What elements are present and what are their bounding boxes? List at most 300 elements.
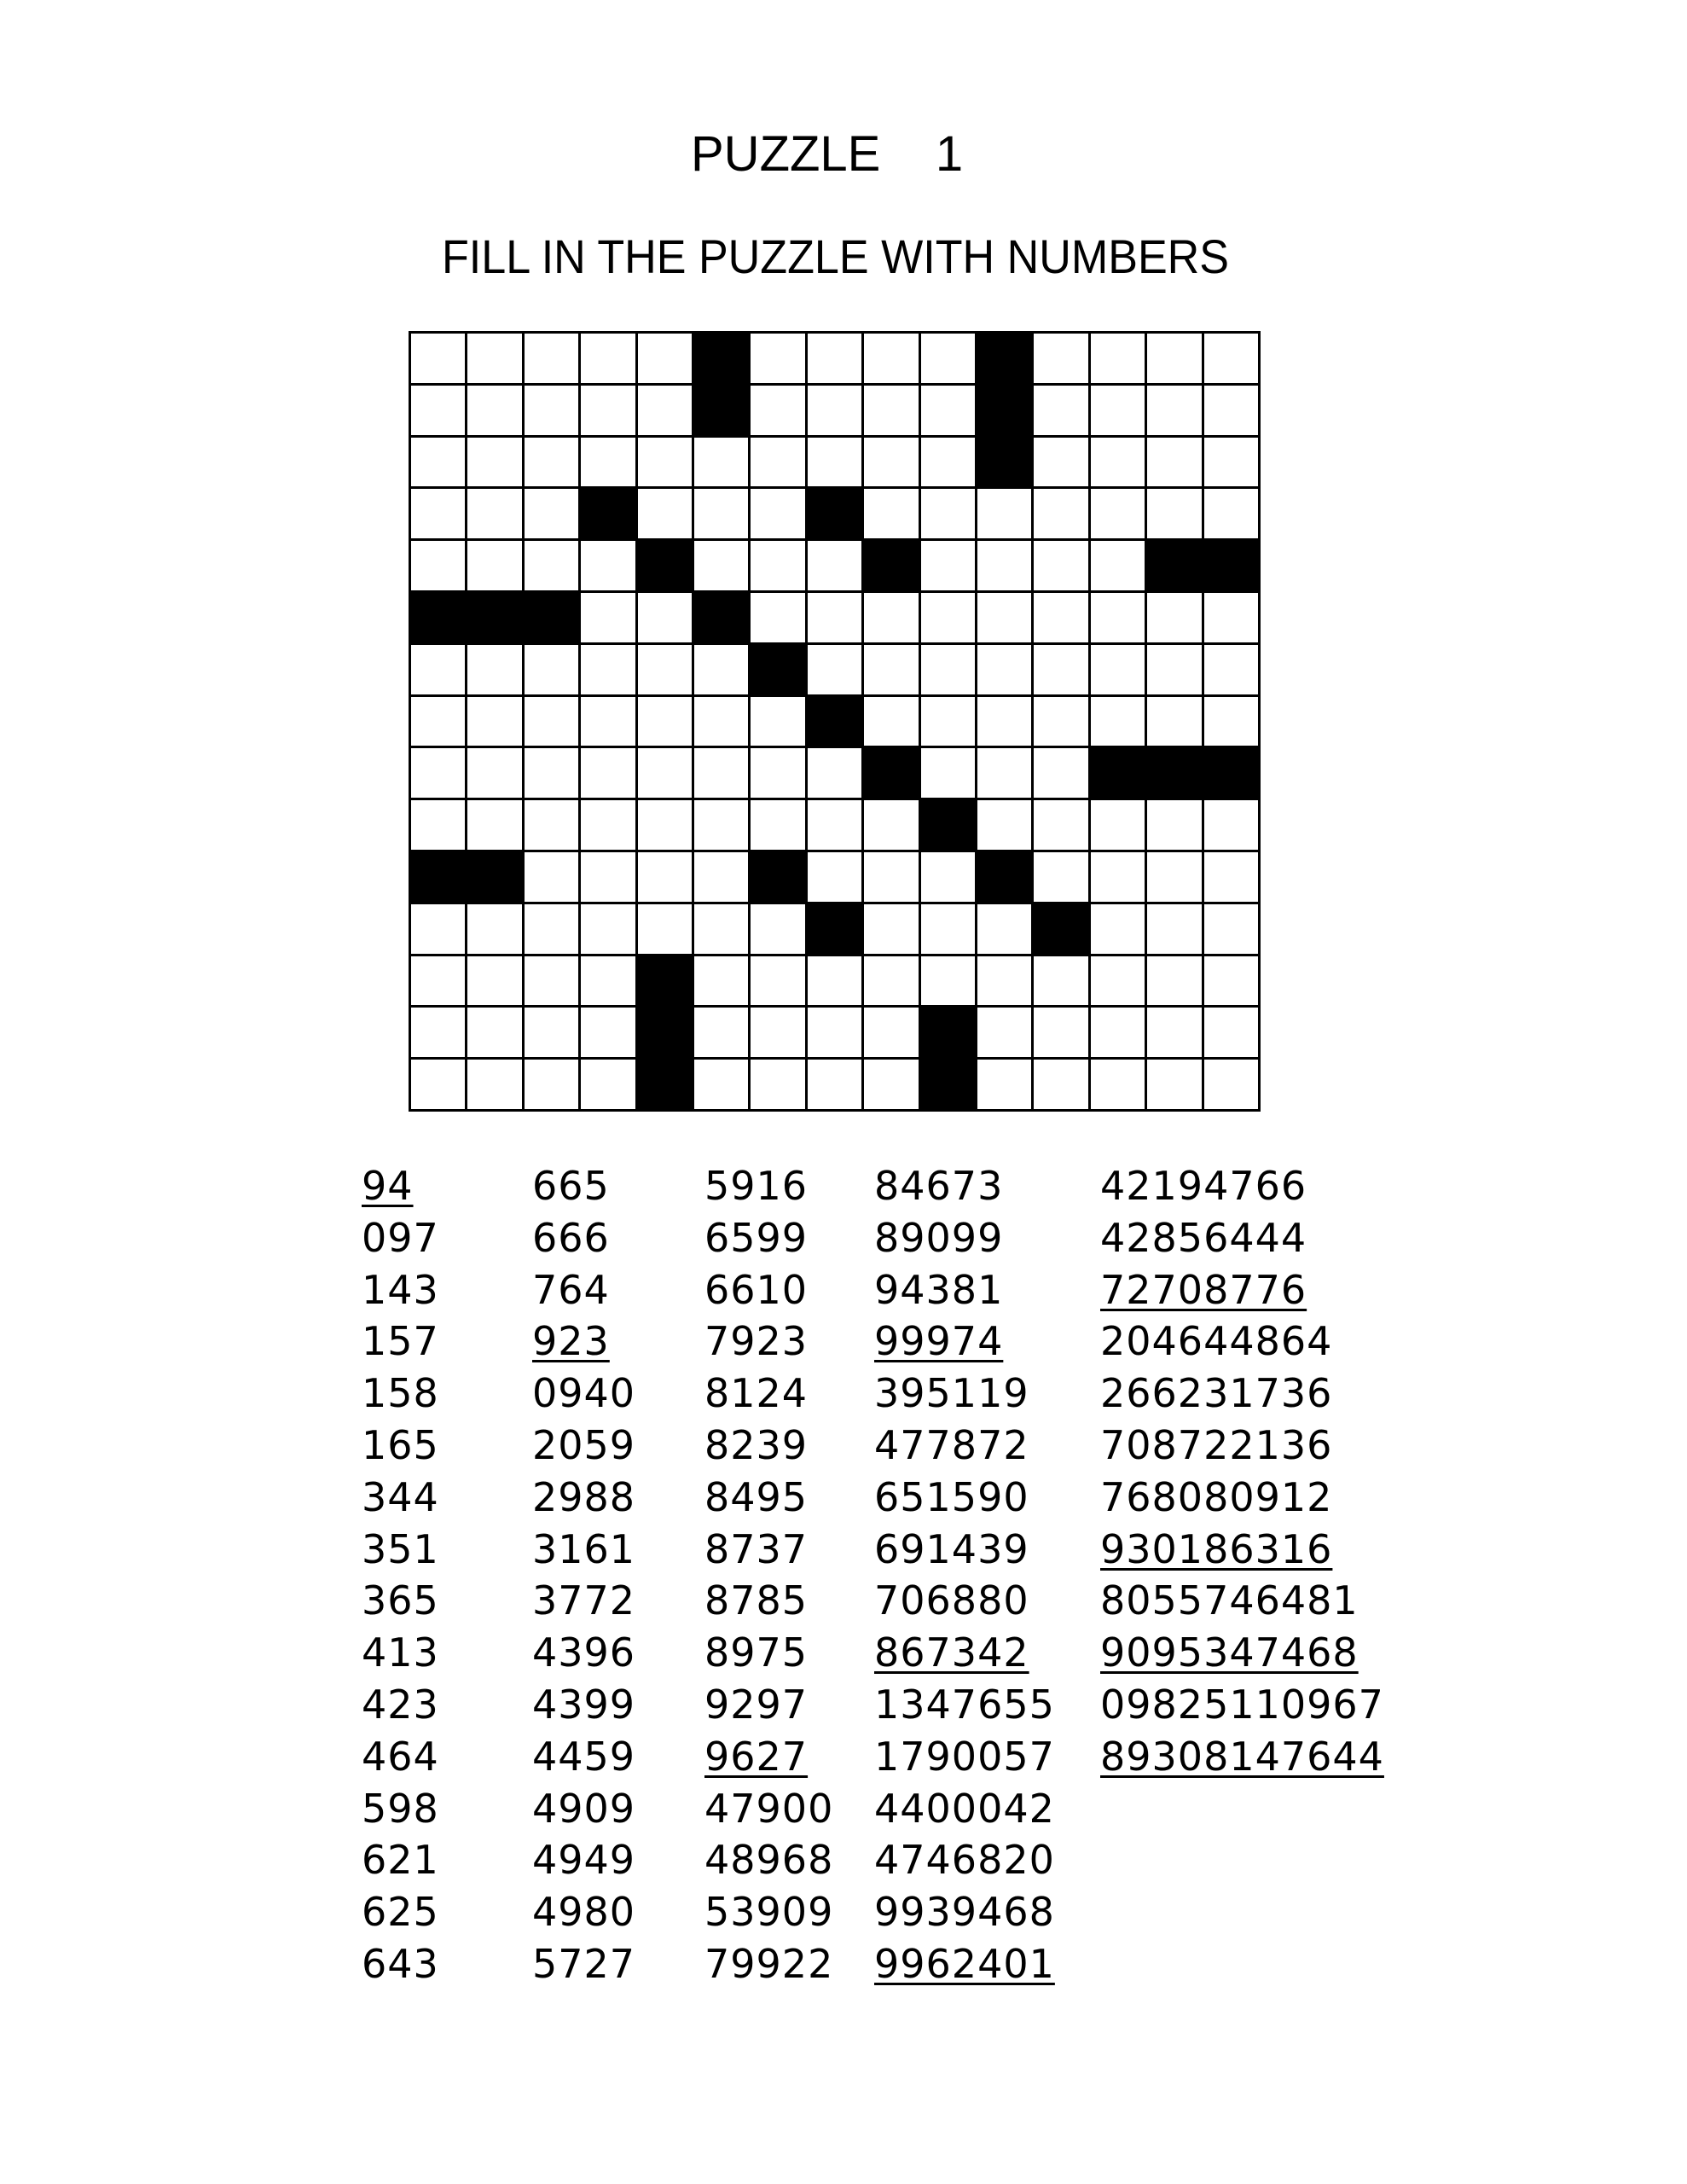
- black-cell: [751, 852, 804, 902]
- number-value: 8737: [704, 1525, 809, 1572]
- number-value: 625: [362, 1889, 439, 1936]
- grid-cell[interactable]: [411, 334, 465, 383]
- grid-cell[interactable]: [1034, 697, 1087, 746]
- grid-cell[interactable]: [1147, 1008, 1201, 1057]
- number-entry: [704, 1316, 833, 1368]
- grid-cell[interactable]: [751, 697, 804, 746]
- number-value: 706880: [874, 1577, 1029, 1624]
- grid-cell[interactable]: [411, 438, 465, 487]
- grid-cell[interactable]: [467, 645, 521, 694]
- grid-cell[interactable]: [1034, 541, 1087, 590]
- grid-cell[interactable]: [1091, 541, 1145, 590]
- number-value: 3161: [532, 1525, 636, 1572]
- black-cell: [977, 386, 1031, 435]
- grid-cell[interactable]: [1034, 800, 1087, 850]
- grid-cell[interactable]: [977, 541, 1031, 590]
- number-entry: [532, 1679, 635, 1731]
- number-value: 4909: [532, 1785, 636, 1832]
- number-value: 4949: [532, 1837, 636, 1884]
- grid-cell[interactable]: [638, 904, 692, 954]
- grid-cell[interactable]: [467, 386, 521, 435]
- number-value: 691439: [874, 1525, 1029, 1572]
- black-cell: [525, 593, 578, 642]
- grid-cell[interactable]: [638, 697, 692, 746]
- grid-cell[interactable]: [581, 1060, 635, 1109]
- grid-cell[interactable]: [977, 489, 1031, 538]
- grid-cell[interactable]: [921, 904, 975, 954]
- grid-cell[interactable]: [1204, 1008, 1258, 1057]
- grid-cell[interactable]: [751, 748, 804, 798]
- grid-cell[interactable]: [411, 697, 465, 746]
- grid-cell[interactable]: [581, 748, 635, 798]
- number-entry: [362, 1264, 439, 1316]
- grid-cell[interactable]: [808, 1008, 861, 1057]
- grid-cell[interactable]: [864, 334, 918, 383]
- grid-cell[interactable]: [1034, 956, 1087, 1006]
- grid-cell[interactable]: [467, 956, 521, 1006]
- number-value: 94: [362, 1163, 414, 1209]
- number-entry: [532, 1783, 635, 1835]
- grid-cell[interactable]: [864, 956, 918, 1006]
- grid-cell[interactable]: [525, 645, 578, 694]
- black-cell: [411, 593, 465, 642]
- grid-cell[interactable]: [1147, 489, 1201, 538]
- grid-cell[interactable]: [808, 800, 861, 850]
- number-entry: [532, 1212, 635, 1264]
- grid-cell[interactable]: [525, 800, 578, 850]
- number-entry: [704, 1420, 833, 1472]
- grid-cell[interactable]: [1091, 697, 1145, 746]
- grid-cell[interactable]: [921, 593, 975, 642]
- number-entry: [874, 1160, 1055, 1212]
- grid-cell[interactable]: [1091, 489, 1145, 538]
- grid-cell[interactable]: [864, 438, 918, 487]
- black-cell: [467, 593, 521, 642]
- grid-cell[interactable]: [525, 541, 578, 590]
- grid-cell[interactable]: [467, 489, 521, 538]
- grid-cell[interactable]: [411, 489, 465, 538]
- grid-cell[interactable]: [921, 748, 975, 798]
- grid-cell[interactable]: [638, 489, 692, 538]
- grid-cell[interactable]: [638, 852, 692, 902]
- grid-cell[interactable]: [1091, 904, 1145, 954]
- number-entry: [874, 1212, 1055, 1264]
- number-entry: [874, 1264, 1055, 1316]
- number-entry: [874, 1368, 1055, 1420]
- number-entry: [704, 1212, 833, 1264]
- grid-cell[interactable]: [694, 697, 748, 746]
- black-cell: [638, 1008, 692, 1057]
- grid-cell[interactable]: [1034, 489, 1087, 538]
- grid-cell[interactable]: [977, 748, 1031, 798]
- number-value: 0940: [532, 1370, 636, 1417]
- grid-cell[interactable]: [411, 1008, 465, 1057]
- number-value: 8055746481: [1100, 1577, 1359, 1624]
- grid-cell[interactable]: [581, 438, 635, 487]
- black-cell: [808, 697, 861, 746]
- grid-cell[interactable]: [1147, 386, 1201, 435]
- number-entry-given: [362, 1160, 439, 1212]
- grid-cell[interactable]: [525, 956, 578, 1006]
- grid-cell[interactable]: [1034, 1060, 1087, 1109]
- grid-cell[interactable]: [1204, 386, 1258, 435]
- number-entry: [362, 1524, 439, 1576]
- grid-cell[interactable]: [694, 1060, 748, 1109]
- grid-cell[interactable]: [1091, 1060, 1145, 1109]
- grid-cell[interactable]: [751, 904, 804, 954]
- number-value: 9297: [704, 1681, 809, 1728]
- black-cell: [694, 593, 748, 642]
- number-entry: [704, 1783, 833, 1835]
- grid-cell[interactable]: [525, 852, 578, 902]
- black-cell: [751, 645, 804, 694]
- grid-cell[interactable]: [1091, 593, 1145, 642]
- number-value: 72708776: [1100, 1266, 1307, 1313]
- grid-cell[interactable]: [864, 852, 918, 902]
- number-entry: [1100, 1212, 1384, 1264]
- grid-cell[interactable]: [751, 1060, 804, 1109]
- number-value: 6599: [704, 1214, 809, 1261]
- grid-cell[interactable]: [808, 334, 861, 383]
- grid-cell[interactable]: [1204, 852, 1258, 902]
- number-value: 158: [362, 1370, 439, 1417]
- number-entry: [704, 1264, 833, 1316]
- grid-cell[interactable]: [1204, 956, 1258, 1006]
- grid-cell[interactable]: [467, 541, 521, 590]
- grid-cell[interactable]: [525, 1060, 578, 1109]
- grid-cell[interactable]: [1091, 956, 1145, 1006]
- grid-cell[interactable]: [808, 593, 861, 642]
- black-cell: [1091, 748, 1145, 798]
- number-entry: [362, 1316, 439, 1368]
- grid-cell[interactable]: [467, 438, 521, 487]
- grid-cell[interactable]: [411, 541, 465, 590]
- number-entry: [704, 1160, 833, 1212]
- grid-cell[interactable]: [751, 800, 804, 850]
- number-entry: [1100, 1368, 1384, 1420]
- grid-cell[interactable]: [1034, 334, 1087, 383]
- number-value: 9095347468: [1100, 1629, 1359, 1676]
- grid-cell[interactable]: [1034, 645, 1087, 694]
- grid-cell[interactable]: [1147, 852, 1201, 902]
- grid-cell[interactable]: [1034, 748, 1087, 798]
- grid-cell[interactable]: [1147, 334, 1201, 383]
- number-value: 344: [362, 1473, 439, 1520]
- grid-cell[interactable]: [1034, 386, 1087, 435]
- grid-cell[interactable]: [977, 645, 1031, 694]
- grid-cell[interactable]: [525, 438, 578, 487]
- grid-cell[interactable]: [411, 956, 465, 1006]
- grid-cell[interactable]: [808, 748, 861, 798]
- grid-cell[interactable]: [977, 1060, 1031, 1109]
- grid-cell[interactable]: [921, 852, 975, 902]
- grid-cell[interactable]: [808, 852, 861, 902]
- black-cell: [694, 386, 748, 435]
- number-entry-given: [704, 1731, 833, 1783]
- number-value: 930186316: [1100, 1525, 1333, 1572]
- number-entry: [362, 1886, 439, 1938]
- grid-cell[interactable]: [1147, 956, 1201, 1006]
- grid-cell[interactable]: [411, 904, 465, 954]
- grid-cell[interactable]: [808, 386, 861, 435]
- grid-cell[interactable]: [467, 1060, 521, 1109]
- number-entry: [704, 1368, 833, 1420]
- grid-cell[interactable]: [467, 748, 521, 798]
- grid-cell[interactable]: [808, 1060, 861, 1109]
- grid-cell[interactable]: [694, 748, 748, 798]
- grid-cell[interactable]: [751, 1008, 804, 1057]
- grid-cell[interactable]: [467, 1008, 521, 1057]
- number-value: 621: [362, 1837, 439, 1884]
- grid-cell[interactable]: [694, 489, 748, 538]
- grid-cell[interactable]: [411, 1060, 465, 1109]
- grid-cell[interactable]: [525, 697, 578, 746]
- grid-cell[interactable]: [1204, 800, 1258, 850]
- grid-cell[interactable]: [977, 904, 1031, 954]
- grid-cell[interactable]: [467, 904, 521, 954]
- number-entry-given: [1100, 1731, 1384, 1783]
- grid-cell[interactable]: [1091, 386, 1145, 435]
- grid-cell[interactable]: [977, 697, 1031, 746]
- grid-cell[interactable]: [467, 697, 521, 746]
- grid-cell[interactable]: [1034, 852, 1087, 902]
- grid-cell[interactable]: [1034, 1008, 1087, 1057]
- grid-cell[interactable]: [694, 956, 748, 1006]
- grid-cell[interactable]: [808, 956, 861, 1006]
- black-cell: [638, 956, 692, 1006]
- grid-cell[interactable]: [921, 334, 975, 383]
- grid-cell[interactable]: [1204, 593, 1258, 642]
- grid-cell[interactable]: [921, 386, 975, 435]
- number-entry: [532, 1886, 635, 1938]
- number-entry-given: [1100, 1627, 1384, 1679]
- grid-cell[interactable]: [694, 438, 748, 487]
- number-entry: [532, 1368, 635, 1420]
- number-entry: [532, 1524, 635, 1576]
- number-entry: [704, 1886, 833, 1938]
- number-value: 47900: [704, 1785, 834, 1832]
- grid-cell[interactable]: [864, 645, 918, 694]
- number-value: 651590: [874, 1473, 1029, 1520]
- number-entry: [532, 1472, 635, 1524]
- number-entry: [362, 1420, 439, 1472]
- number-entry: [362, 1938, 439, 1990]
- number-entry: [362, 1731, 439, 1783]
- grid-cell[interactable]: [638, 645, 692, 694]
- grid-cell[interactable]: [1091, 800, 1145, 850]
- grid-cell[interactable]: [525, 386, 578, 435]
- grid-cell[interactable]: [525, 748, 578, 798]
- grid-cell[interactable]: [864, 1060, 918, 1109]
- grid-cell[interactable]: [638, 438, 692, 487]
- grid-cell[interactable]: [921, 541, 975, 590]
- black-cell: [1147, 748, 1201, 798]
- grid-cell[interactable]: [694, 800, 748, 850]
- number-value: 99974: [874, 1318, 1004, 1365]
- grid-cell[interactable]: [581, 334, 635, 383]
- grid-cell[interactable]: [864, 904, 918, 954]
- grid-cell[interactable]: [581, 593, 635, 642]
- grid-cell[interactable]: [411, 386, 465, 435]
- grid-cell[interactable]: [751, 386, 804, 435]
- grid-cell[interactable]: [864, 593, 918, 642]
- number-value: 9962401: [874, 1940, 1055, 1987]
- number-entry: [874, 1679, 1055, 1731]
- grid-cell[interactable]: [808, 438, 861, 487]
- grid-cell[interactable]: [751, 489, 804, 538]
- grid-cell[interactable]: [751, 438, 804, 487]
- grid-cell[interactable]: [864, 697, 918, 746]
- number-value: 42194766: [1100, 1163, 1307, 1209]
- black-cell: [808, 489, 861, 538]
- grid-cell[interactable]: [525, 1008, 578, 1057]
- grid-cell[interactable]: [977, 800, 1031, 850]
- grid-cell[interactable]: [525, 334, 578, 383]
- grid-cell[interactable]: [864, 1008, 918, 1057]
- grid-cell[interactable]: [921, 956, 975, 1006]
- black-cell: [977, 852, 1031, 902]
- grid-cell[interactable]: [581, 852, 635, 902]
- grid-cell[interactable]: [694, 645, 748, 694]
- grid-cell[interactable]: [581, 1008, 635, 1057]
- grid-cell[interactable]: [411, 748, 465, 798]
- grid-cell[interactable]: [581, 956, 635, 1006]
- grid-cell[interactable]: [1147, 904, 1201, 954]
- grid-cell[interactable]: [1091, 852, 1145, 902]
- grid-cell[interactable]: [864, 800, 918, 850]
- number-value: 09825110967: [1100, 1681, 1384, 1728]
- grid-cell[interactable]: [581, 904, 635, 954]
- number-entry-given: [1100, 1524, 1384, 1576]
- grid-cell[interactable]: [638, 334, 692, 383]
- grid-cell[interactable]: [1147, 697, 1201, 746]
- number-value: 6610: [704, 1266, 809, 1313]
- grid-cell[interactable]: [581, 645, 635, 694]
- grid-cell[interactable]: [1204, 645, 1258, 694]
- number-entry: [704, 1938, 833, 1990]
- grid-cell[interactable]: [751, 956, 804, 1006]
- number-value: 464: [362, 1733, 439, 1780]
- grid-cell[interactable]: [694, 1008, 748, 1057]
- grid-cell[interactable]: [921, 489, 975, 538]
- number-value: 598: [362, 1785, 439, 1832]
- grid-cell[interactable]: [638, 748, 692, 798]
- grid-cell[interactable]: [1034, 438, 1087, 487]
- number-value: 84673: [874, 1163, 1004, 1209]
- grid-cell[interactable]: [467, 334, 521, 383]
- number-entry-given: [532, 1316, 635, 1368]
- grid-cell[interactable]: [694, 541, 748, 590]
- grid-cell[interactable]: [1204, 697, 1258, 746]
- grid-cell[interactable]: [751, 334, 804, 383]
- grid-cell[interactable]: [581, 697, 635, 746]
- puzzle-grid: [409, 331, 1261, 1112]
- grid-cell[interactable]: [977, 956, 1031, 1006]
- grid-cell[interactable]: [581, 386, 635, 435]
- black-cell: [1204, 541, 1258, 590]
- grid-cell[interactable]: [1091, 438, 1145, 487]
- number-value: 2988: [532, 1473, 636, 1520]
- number-entry: [532, 1264, 635, 1316]
- number-entry: [1100, 1420, 1384, 1472]
- grid-cell[interactable]: [694, 904, 748, 954]
- number-value: 5727: [532, 1940, 636, 1987]
- grid-cell[interactable]: [581, 800, 635, 850]
- number-value: 477872: [874, 1421, 1029, 1468]
- number-entry: [874, 1524, 1055, 1576]
- number-value: 665: [532, 1163, 610, 1209]
- grid-cell[interactable]: [1091, 334, 1145, 383]
- number-value: 413: [362, 1629, 439, 1676]
- grid-cell[interactable]: [1034, 593, 1087, 642]
- instructions: FILL IN THE PUZZLE WITH NUMBERS: [441, 229, 1230, 283]
- black-cell: [921, 800, 975, 850]
- grid-cell[interactable]: [921, 697, 975, 746]
- black-cell: [864, 748, 918, 798]
- grid-cell[interactable]: [638, 386, 692, 435]
- grid-cell[interactable]: [977, 593, 1031, 642]
- number-entry: [532, 1731, 635, 1783]
- grid-cell[interactable]: [808, 541, 861, 590]
- grid-cell[interactable]: [921, 645, 975, 694]
- grid-cell[interactable]: [1147, 800, 1201, 850]
- grid-cell[interactable]: [1204, 904, 1258, 954]
- grid-cell[interactable]: [808, 645, 861, 694]
- black-cell: [864, 541, 918, 590]
- grid-cell[interactable]: [1204, 1060, 1258, 1109]
- grid-cell[interactable]: [525, 904, 578, 954]
- grid-cell[interactable]: [864, 386, 918, 435]
- grid-cell[interactable]: [1204, 438, 1258, 487]
- number-entry: [362, 1679, 439, 1731]
- number-value: 4400042: [874, 1785, 1055, 1832]
- grid-cell[interactable]: [1147, 438, 1201, 487]
- grid-cell[interactable]: [1147, 645, 1201, 694]
- number-value: 94381: [874, 1266, 1004, 1313]
- puzzle-title: [691, 125, 963, 184]
- grid-cell[interactable]: [1091, 1008, 1145, 1057]
- black-cell: [581, 489, 635, 538]
- grid-cell[interactable]: [1147, 1060, 1201, 1109]
- grid-cell[interactable]: [1204, 489, 1258, 538]
- number-value: 4980: [532, 1889, 636, 1936]
- black-cell: [808, 904, 861, 954]
- grid-cell[interactable]: [467, 800, 521, 850]
- number-value: 79922: [704, 1940, 834, 1987]
- grid-cell[interactable]: [751, 593, 804, 642]
- number-value: 266231736: [1100, 1370, 1333, 1417]
- number-entry: [362, 1212, 439, 1264]
- grid-cell[interactable]: [921, 438, 975, 487]
- grid-cell[interactable]: [751, 541, 804, 590]
- number-value: 351: [362, 1525, 439, 1572]
- number-entry: [362, 1783, 439, 1835]
- grid-cell[interactable]: [411, 645, 465, 694]
- grid-cell[interactable]: [1091, 645, 1145, 694]
- grid-cell[interactable]: [1204, 334, 1258, 383]
- number-value: 9939468: [874, 1889, 1055, 1936]
- grid-cell[interactable]: [411, 800, 465, 850]
- grid-cell[interactable]: [638, 593, 692, 642]
- grid-cell[interactable]: [581, 541, 635, 590]
- grid-cell[interactable]: [525, 489, 578, 538]
- grid-cell[interactable]: [977, 1008, 1031, 1057]
- grid-cell[interactable]: [638, 800, 692, 850]
- number-list-column: [1100, 1160, 1384, 1783]
- grid-cell[interactable]: [864, 489, 918, 538]
- grid-cell[interactable]: [694, 852, 748, 902]
- grid-cell[interactable]: [1147, 593, 1201, 642]
